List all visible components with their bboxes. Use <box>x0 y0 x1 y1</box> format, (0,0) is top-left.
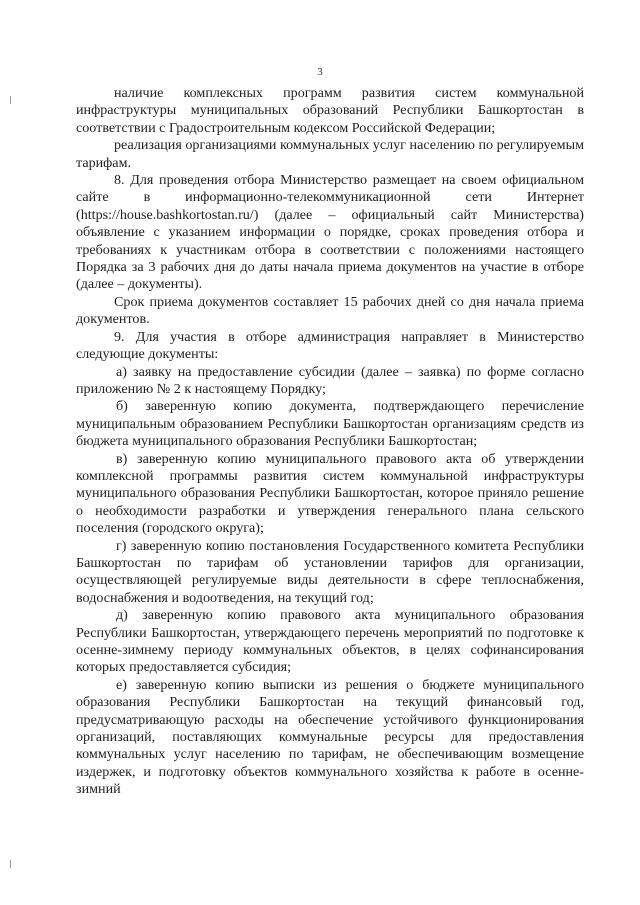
paragraph-deadline: Срок приема документов составляет 15 рабочих дней со дня начала приема документов. <box>76 293 584 328</box>
paragraph-item-e: е) заверенную копию выписки из решения о бюджете муниципального образования Республики Башкортостан на текущий финансовый год, предусматривающую расходы на обеспечение устойчивого функционирования организаций, поставляющих коммунальные ресурсы для предоставления коммунальных услуг населению по тарифам, не обеспечивающим возмещение издержек, и подготовку объектов коммунального хозяйства к работе в осенне-зимний <box>76 676 584 798</box>
paragraph-item-v: в) заверенную копию муниципального правового акта об утверждении комплексной программы развития систем коммунальной инфраструктуры муниципального образования Республики Башкортостан, которое приняло решение о необходимости разработки и утверждения генерального плана сельского поселения (городского округа); <box>76 450 584 537</box>
paragraph-item-b: б) заверенную копию документа, подтверждающего перечисление муниципальным образованием Республики Башкортостан организациям средств из бюджета муниципального образования Республики Башкортостан; <box>76 398 584 450</box>
margin-mark-top <box>10 96 11 104</box>
page-number: 3 <box>317 66 323 78</box>
paragraph-item-8: 8. Для проведения отбора Министерство размещает на своем официальном сайте в информационно-телекоммуникационной сети Интернет (https://house.bashkortostan.ru/) (далее – официальный сайт Министерства) объявление с указанием информации о порядке, сроках проведения отбора и требованиях к участникам отбора в соответствии с положениями настоящего Порядка за 3 рабочих дня до даты начала приема документов на участие в отборе (далее – документы). <box>76 172 584 293</box>
document-body <box>76 85 584 799</box>
paragraph-item-d: д) заверенную копию правового акта муниципального образования Республики Башкортостан, утверждающего перечень мероприятий по подготовке к осенне-зимнему периоду коммунальных объектов, в целях софинансирования которых предоставляется субсидия; <box>76 607 584 676</box>
paragraph-item-9: 9. Для участия в отборе администрация направляет в Министерство следующие документы: <box>76 328 584 363</box>
margin-mark-bottom <box>10 860 11 868</box>
paragraph-regulated-tariffs: реализация организациями коммунальных услуг населению по регулируемым тарифам. <box>76 137 584 171</box>
paragraph-item-g: г) заверенную копию постановления Государственного комитета Республики Башкортостан по тарифам об установлении тарифов для организации, осуществляющей регулируемые виды деятельности в сфере теплоснабжения, водоснабжения и водоотведения, на текущий год; <box>76 537 584 606</box>
paragraph-infrastructure-programs: наличие комплексных программ развития систем коммунальной инфраструктуры муниципальных образований Республики Башкортостан в соответствии с Градостроительным кодексом Российской Федерации; <box>76 85 584 136</box>
paragraph-item-a: а) заявку на предоставление субсидии (далее – заявка) по форме согласно приложению № 2 к настоящему Порядку; <box>76 363 584 397</box>
